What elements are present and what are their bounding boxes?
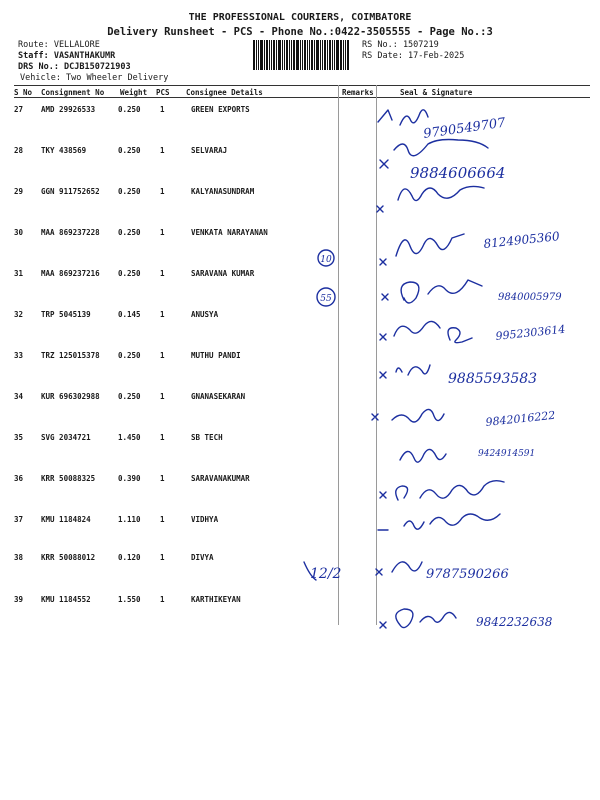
col-seal: Seal & Signature: [400, 88, 473, 97]
row-consignment: KMU 1184552: [41, 595, 91, 604]
drs-number: DRS No.: DCJB150721903: [18, 62, 131, 72]
row-sno: 37: [14, 515, 24, 524]
table-header: [14, 87, 590, 97]
row-consignee: VENKATA NARAYANAN: [191, 228, 268, 237]
row-weight: 1.550: [118, 595, 141, 604]
row-weight: 1.110: [118, 515, 141, 524]
row-consignee: GNANASEKARAN: [191, 392, 246, 401]
handwritten-phone: 9787590266: [426, 567, 509, 582]
barcode-bar: [320, 40, 321, 70]
barcode-bar: [314, 40, 315, 70]
row-consignment: KRR 50088012: [41, 553, 96, 562]
table-header-rule: [14, 97, 590, 98]
row-weight: 0.250: [118, 351, 141, 360]
handwritten-phone: 9885593583: [448, 371, 538, 387]
col-sno: S No: [14, 88, 33, 97]
row-consignee: VIDHYA: [191, 515, 219, 524]
barcode-bar: [269, 40, 270, 70]
remark-mark-text: 10: [320, 255, 332, 265]
row-pcs: 1: [160, 228, 165, 237]
barcode-bar: [282, 40, 283, 70]
barcode-bar: [336, 40, 339, 70]
vehicle-label: Vehicle: Two Wheeler Delivery: [20, 73, 169, 83]
staff-label: Staff: VASANTHAKUMR: [18, 51, 116, 61]
row-consignee: KARTHIKEYAN: [191, 595, 241, 604]
row-consignee: GREEN EXPORTS: [191, 105, 250, 114]
col-consignment: Consignment No: [41, 88, 105, 97]
table-top-rule: [14, 85, 590, 86]
row-consignment: SVG 2034721: [41, 433, 91, 442]
row-sno: 32: [14, 310, 24, 319]
table-row: [14, 346, 590, 386]
row-consignee: SELVARAJ: [191, 146, 228, 155]
barcode-bar: [334, 40, 335, 70]
row-pcs: 1: [160, 595, 165, 604]
row-consignee: DIVYA: [191, 553, 214, 562]
table-row: [14, 100, 590, 140]
row-consignee: SB TECH: [191, 433, 223, 442]
row-consignment: KMU 1184824: [41, 515, 91, 524]
handwritten-phone: 9790549707: [422, 115, 507, 142]
barcode-bar: [273, 40, 275, 70]
row-consignment: AMD 29926533: [41, 105, 96, 114]
barcode-bar: [307, 40, 308, 70]
barcode-bar: [258, 40, 259, 70]
row-pcs: 1: [160, 310, 165, 319]
row-pcs: 1: [160, 105, 165, 114]
handwritten-phone: 9842016222: [484, 408, 556, 429]
row-sno: 30: [14, 228, 24, 237]
barcode-bar: [324, 40, 326, 70]
row-weight: 0.250: [118, 269, 141, 278]
row-weight: 0.145: [118, 310, 141, 319]
row-consignment: TRP 5045139: [41, 310, 91, 319]
row-sno: 27: [14, 105, 24, 114]
handwritten-phone: 8124905360: [482, 229, 561, 251]
row-pcs: 1: [160, 187, 165, 196]
barcode-bar: [340, 40, 342, 70]
table-row: [14, 264, 590, 304]
barcode-bar: [302, 40, 303, 70]
handwritten-phone: 9952303614: [494, 322, 566, 343]
row-pcs: 1: [160, 392, 165, 401]
row-consignment: TRZ 125015378: [41, 351, 100, 360]
barcode-bar: [309, 40, 310, 70]
barcode-bar: [278, 40, 281, 70]
barcode-bar: [300, 40, 301, 70]
row-weight: 0.390: [118, 474, 141, 483]
row-sno: 36: [14, 474, 24, 483]
runsheet-subtitle: Delivery Runsheet - PCS - Phone No.:0422-3505555 - Page No.:3: [107, 26, 493, 38]
row-weight: 1.450: [118, 433, 141, 442]
handwritten-phone: 9884606664: [410, 164, 506, 182]
col-weight: Weight: [120, 88, 148, 97]
route-label: Route: VELLALORE: [18, 40, 100, 50]
row-consignment: MAA 869237216: [41, 269, 100, 278]
barcode-bar: [291, 40, 292, 70]
handwritten-phone: 9842232638: [476, 615, 553, 629]
table-row: [14, 590, 590, 630]
barcode-bar: [260, 40, 263, 70]
row-consignee: MUTHU PANDI: [191, 351, 241, 360]
table-row: [14, 428, 590, 468]
row-sno: 28: [14, 146, 24, 155]
row-weight: 0.250: [118, 146, 141, 155]
table-row: [14, 469, 590, 509]
barcode-bar: [316, 40, 319, 70]
barcode-bar: [304, 40, 306, 70]
rs-date: RS Date: 17-Feb-2025: [362, 51, 465, 61]
row-consignment: TKY 438569: [41, 146, 87, 155]
barcode-bar: [347, 40, 349, 70]
barcode-bar: [289, 40, 290, 70]
row-pcs: 1: [160, 474, 165, 483]
barcode-bar: [327, 40, 328, 70]
row-weight: 0.250: [118, 187, 141, 196]
row-consignee: ANUSYA: [191, 310, 219, 319]
remark-mark-text: 12/2: [310, 566, 342, 582]
barcode-bar: [276, 40, 277, 70]
table-row: [14, 305, 590, 345]
row-weight: 0.250: [118, 228, 141, 237]
row-sno: 38: [14, 553, 24, 562]
row-pcs: 1: [160, 351, 165, 360]
row-sno: 39: [14, 595, 24, 604]
table-row: [14, 182, 590, 222]
barcode-bar: [264, 40, 265, 70]
barcode-bar: [271, 40, 272, 70]
row-sno: 31: [14, 269, 24, 278]
row-consignment: KUR 696302988: [41, 392, 100, 401]
row-weight: 0.250: [118, 105, 141, 114]
barcode-bar: [293, 40, 295, 70]
barcode-bar: [345, 40, 346, 70]
table-row: [14, 548, 590, 588]
row-consignment: KRR 50088325: [41, 474, 96, 483]
barcode-image: [253, 40, 353, 70]
barcode-bar: [256, 40, 257, 70]
row-pcs: 1: [160, 269, 165, 278]
row-pcs: 1: [160, 433, 165, 442]
row-sno: 33: [14, 351, 24, 360]
handwritten-phone: 9424914591: [478, 449, 536, 459]
row-consignment: MAA 869237228: [41, 228, 100, 237]
col-pcs: PCS: [156, 88, 170, 97]
row-sno: 29: [14, 187, 24, 196]
table-row: [14, 141, 590, 181]
company-title: THE PROFESSIONAL COURIERS, COIMBATORE: [188, 12, 412, 23]
row-sno: 35: [14, 433, 24, 442]
barcode-bar: [343, 40, 344, 70]
barcode-bar: [296, 40, 299, 70]
col-consignee: Consignee Details: [186, 88, 263, 97]
barcode-bar: [284, 40, 285, 70]
row-consignee: SARAVANA KUMAR: [191, 269, 255, 278]
table-row: [14, 387, 590, 427]
row-pcs: 1: [160, 553, 165, 562]
col-remarks: Remarks: [342, 88, 374, 97]
row-sno: 34: [14, 392, 24, 401]
barcode-bar: [311, 40, 313, 70]
row-pcs: 1: [160, 146, 165, 155]
table-row: [14, 223, 590, 263]
row-consignee: SARAVANAKUMAR: [191, 474, 250, 483]
handwritten-phone: 9840005979: [498, 292, 562, 303]
barcode-bar: [329, 40, 331, 70]
barcode-bar: [332, 40, 333, 70]
barcode-bar: [322, 40, 323, 70]
rs-number: RS No.: 1507219: [362, 40, 439, 50]
barcode-bar: [253, 40, 255, 70]
barcode-bar: [266, 40, 268, 70]
row-consignment: GGN 911752652: [41, 187, 100, 196]
table-row: [14, 510, 590, 550]
row-weight: 0.250: [118, 392, 141, 401]
barcode-bar: [286, 40, 288, 70]
row-consignee: KALYANASUNDRAM: [191, 187, 255, 196]
row-pcs: 1: [160, 515, 165, 524]
row-weight: 0.120: [118, 553, 141, 562]
remark-mark-text: 55: [320, 294, 332, 304]
